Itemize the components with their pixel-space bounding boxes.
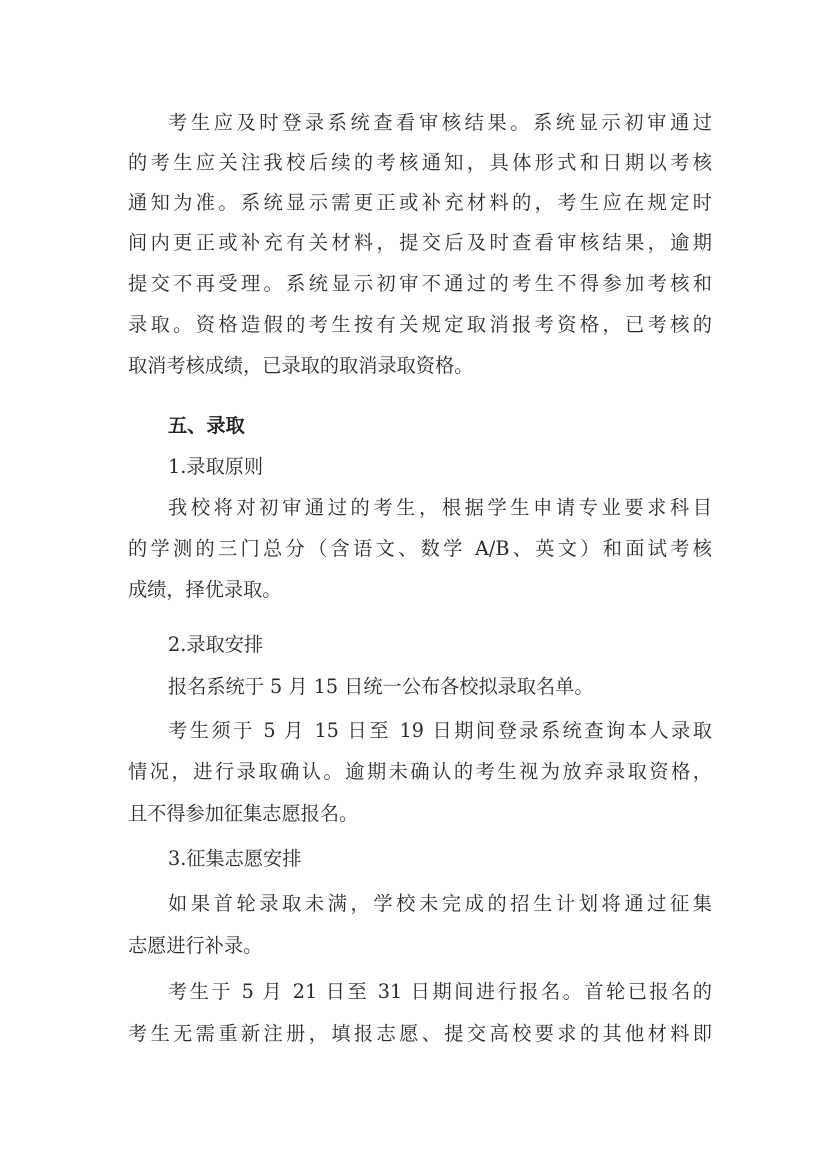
- paragraph-5-line-2: 志愿进行补录。: [128, 934, 263, 957]
- paragraph-6-line-1: 考生于 5 月 21 日至 31 日期间进行报名。首轮已报名的: [168, 980, 712, 1003]
- paragraph-2-line-1: 我校将对初审通过的考生，根据学生申请专业要求科目: [168, 496, 712, 519]
- paragraph-1-line-4: 间内更正或补充有关材料，提交后及时查看审核结果，逾期: [128, 231, 712, 254]
- paragraph-1-line-5: 提交不再受理。系统显示初审不通过的考生不得参加考核和: [128, 272, 712, 295]
- paragraph-6-line-2: 考生无需重新注册，填报志愿、提交高校要求的其他材料即: [128, 1022, 712, 1045]
- section-heading: 五、录取: [168, 414, 245, 437]
- paragraph-1-line-6: 录取。资格造假的考生按有关规定取消报考资格，已考核的: [128, 313, 712, 336]
- paragraph-4-line-3: 且不得参加征集志愿报名。: [128, 802, 359, 825]
- paragraph-1-line-3: 通知为准。系统显示需更正或补充材料的，考生应在规定时: [128, 191, 712, 214]
- sub-heading-admission-arrangement: 2.录取安排: [168, 633, 264, 656]
- sub-heading-admission-principle: 1.录取原则: [168, 455, 264, 478]
- paragraph-4-line-2: 情况，进行录取确认。逾期未确认的考生视为放弃录取资格，: [128, 760, 712, 783]
- paragraph-2-line-3: 成绩，择优录取。: [128, 578, 282, 601]
- paragraph-4-line-1: 考生须于 5 月 15 日至 19 日期间登录系统查询本人录取: [168, 719, 712, 742]
- paragraph-3-line-1: 报名系统于 5 月 15 日统一公布各校拟录取名单。: [168, 675, 594, 698]
- paragraph-1-line-2: 的考生应关注我校后续的考核通知，具体形式和日期以考核: [128, 151, 712, 174]
- sub-heading-supplementary-application: 3.征集志愿安排: [168, 847, 302, 870]
- paragraph-1-line-1: 考生应及时登录系统查看审核结果。系统显示初审通过: [168, 111, 712, 134]
- paragraph-1-line-7: 取消考核成绩，已录取的取消录取资格。: [128, 354, 474, 377]
- paragraph-5-line-1: 如果首轮录取未满，学校未完成的招生计划将通过征集: [168, 892, 712, 915]
- paragraph-2-line-2: 的学测的三门总分（含语文、数学 A/B、英文）和面试考核: [128, 537, 712, 560]
